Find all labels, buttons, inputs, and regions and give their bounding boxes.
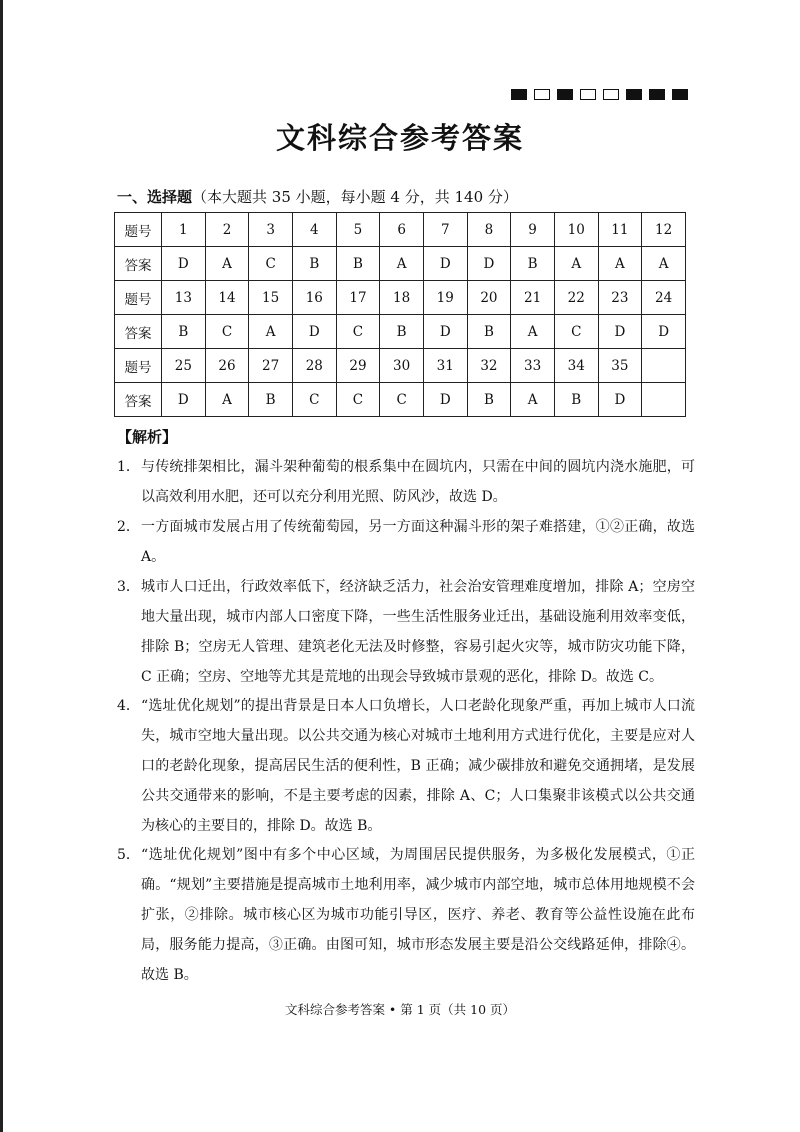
header-square-filled [511, 89, 527, 100]
question-number-cell: 22 [554, 281, 598, 315]
question-number-cell: 3 [249, 213, 293, 247]
explanation-number: 3． [117, 579, 140, 595]
table-row-numbers [115, 349, 686, 383]
answer-cell: D [467, 247, 511, 281]
explanation-number: 1． [117, 459, 140, 475]
answer-cell: C [205, 315, 249, 349]
answer-cell: B [554, 383, 598, 417]
answer-cell: D [423, 383, 467, 417]
table-row-answers [115, 247, 686, 281]
answer-cell: A [511, 383, 555, 417]
header-square-filled [649, 89, 665, 100]
question-number-cell: 28 [292, 349, 336, 383]
answer-cell: B [380, 315, 424, 349]
answer-cell: A [380, 247, 424, 281]
answer-cell: D [423, 315, 467, 349]
question-number-cell: 33 [511, 349, 555, 383]
answer-cell: B [467, 315, 511, 349]
explanation-3 [117, 572, 695, 692]
answer-cell: D [162, 247, 206, 281]
answer-cell: B [467, 383, 511, 417]
header-square-empty [534, 89, 550, 100]
answer-cell: A [249, 315, 293, 349]
question-number-cell: 20 [467, 281, 511, 315]
answer-cell: D [162, 383, 206, 417]
question-number-cell: 2 [205, 213, 249, 247]
answer-cell: B [336, 247, 380, 281]
page-title: 文科综合参考答案 [275, 121, 524, 155]
question-number-cell: 7 [423, 213, 467, 247]
question-number-cell: 25 [162, 349, 206, 383]
header-square-empty [580, 89, 596, 100]
question-number-cell: 8 [467, 213, 511, 247]
answer-cell: D [423, 247, 467, 281]
answer-cell [642, 383, 686, 417]
row-label: 题号 [115, 281, 162, 315]
section-heading-main: 一、选择题 [117, 188, 193, 206]
answer-cell: D [598, 315, 642, 349]
answer-cell: C [249, 247, 293, 281]
explanation-text: 与传统排架相比，漏斗架种葡萄的根系集中在圆坑内，只需在中间的圆坑内浇水施肥，可以高效利用水肥，还可以充分利用光照、防风沙，故选 D。 [141, 459, 695, 505]
question-number-cell: 23 [598, 281, 642, 315]
question-number-cell: 12 [642, 213, 686, 247]
answer-table [114, 212, 686, 417]
question-number-cell: 9 [511, 213, 555, 247]
answer-cell: D [292, 315, 336, 349]
page-edge-border [0, 0, 3, 1132]
question-number-cell: 31 [423, 349, 467, 383]
question-number-cell: 14 [205, 281, 249, 315]
question-number-cell: 11 [598, 213, 642, 247]
answer-cell: A [511, 315, 555, 349]
page-footer: 文科综合参考答案 • 第 1 页（共 10 页） [284, 1002, 516, 1017]
question-number-cell: 17 [336, 281, 380, 315]
question-number-cell: 13 [162, 281, 206, 315]
explanation-2 [117, 512, 695, 572]
question-number-cell: 35 [598, 349, 642, 383]
answer-cell: A [205, 383, 249, 417]
table-row-numbers [115, 213, 686, 247]
table-row-answers [115, 315, 686, 349]
row-label: 答案 [115, 383, 162, 417]
question-number-cell: 19 [423, 281, 467, 315]
question-number-cell: 16 [292, 281, 336, 315]
answer-cell: C [554, 315, 598, 349]
question-number-cell: 15 [249, 281, 293, 315]
explanation-number: 2． [117, 519, 140, 535]
row-label: 答案 [115, 315, 162, 349]
explanation-text: 城市人口迁出，行政效率低下，经济缺乏活力，社会治安管理难度增加，排除 A；空房空地大量出现，城市内部人口密度下降，一些生活性服务业迁出，基础设施利用效率变低，排除 B；空房无人管理、建筑老化无法及时修整，容易引起火灾等，城市防灾功能下降，C 正确；空房、空地等尤其是荒地的出现会导致城市景观的恶化，排除 D。故选 C。 [141, 579, 695, 685]
question-number-cell: 6 [380, 213, 424, 247]
question-number-cell: 5 [336, 213, 380, 247]
row-label: 题号 [115, 349, 162, 383]
answer-cell: B [511, 247, 555, 281]
answer-cell: D [642, 315, 686, 349]
question-number-cell: 27 [249, 349, 293, 383]
row-label: 题号 [115, 213, 162, 247]
section-heading [117, 186, 518, 207]
question-number-cell: 30 [380, 349, 424, 383]
answer-cell: C [380, 383, 424, 417]
explanation-text: “选址优化规划”图中有多个中心区域，为周围居民提供服务，为多极化发展模式，①正确。“规划”主要措施是提高城市土地利用率，减少城市内部空地，城市总体用地规模不会扩张，②排除。城市核心区为城市功能引导区，医疗、养老、教育等公益性设施在此布局，服务能力提高，③正确。由图可知，城市形态发展主要是沿公交线路延伸，排除④。故选 B。 [141, 847, 695, 983]
answer-cell: B [249, 383, 293, 417]
question-number-cell: 32 [467, 349, 511, 383]
table-row-answers [115, 383, 686, 417]
question-number-cell: 34 [554, 349, 598, 383]
explanation-number: 4． [117, 698, 140, 714]
question-number-cell: 10 [554, 213, 598, 247]
explanation-text: 一方面城市发展占用了传统葡萄园，另一方面这种漏斗形的架子难搭建，①②正确，故选 A。 [141, 519, 695, 565]
header-square-filled [557, 89, 573, 100]
row-label: 答案 [115, 247, 162, 281]
answer-cell: B [292, 247, 336, 281]
header-square-marks [511, 89, 688, 100]
explanation-1 [117, 452, 695, 512]
question-number-cell [642, 349, 686, 383]
answer-cell: A [598, 247, 642, 281]
section-heading-note: （本大题共 35 小题，每小题 4 分，共 140 分） [192, 188, 518, 206]
question-number-cell: 24 [642, 281, 686, 315]
explanation-text: “选址优化规划”的提出背景是日本人口负增长，人口老龄化现象严重，再加上城市人口流失，城市空地大量出现。以公共交通为核心对城市土地利用方式进行优化，主要是应对人口的老龄化现象，提高居民生活的便利性，B 正确；减少碳排放和避免交通拥堵，是发展公共交通带来的影响，不是主要考虑的因素，排除 A、C；人口集聚非该模式以公共交通为核心的主要目的，排除 D。故选 B。 [141, 698, 695, 834]
answer-cell: A [554, 247, 598, 281]
question-number-cell: 1 [162, 213, 206, 247]
question-number-cell: 29 [336, 349, 380, 383]
answer-cell: D [598, 383, 642, 417]
explanation-4 [117, 691, 695, 841]
explanation-5 [117, 840, 695, 990]
table-row-numbers [115, 281, 686, 315]
answer-cell: C [336, 383, 380, 417]
analysis-label: 【解析】 [117, 428, 178, 446]
question-number-cell: 18 [380, 281, 424, 315]
answer-cell: B [162, 315, 206, 349]
header-square-filled [626, 89, 642, 100]
explanation-number: 5． [117, 847, 140, 863]
answer-cell: C [336, 315, 380, 349]
header-square-empty [603, 89, 619, 100]
question-number-cell: 4 [292, 213, 336, 247]
question-number-cell: 21 [511, 281, 555, 315]
answer-cell: A [642, 247, 686, 281]
header-square-filled [672, 89, 688, 100]
answer-cell: A [205, 247, 249, 281]
answer-cell: C [292, 383, 336, 417]
question-number-cell: 26 [205, 349, 249, 383]
